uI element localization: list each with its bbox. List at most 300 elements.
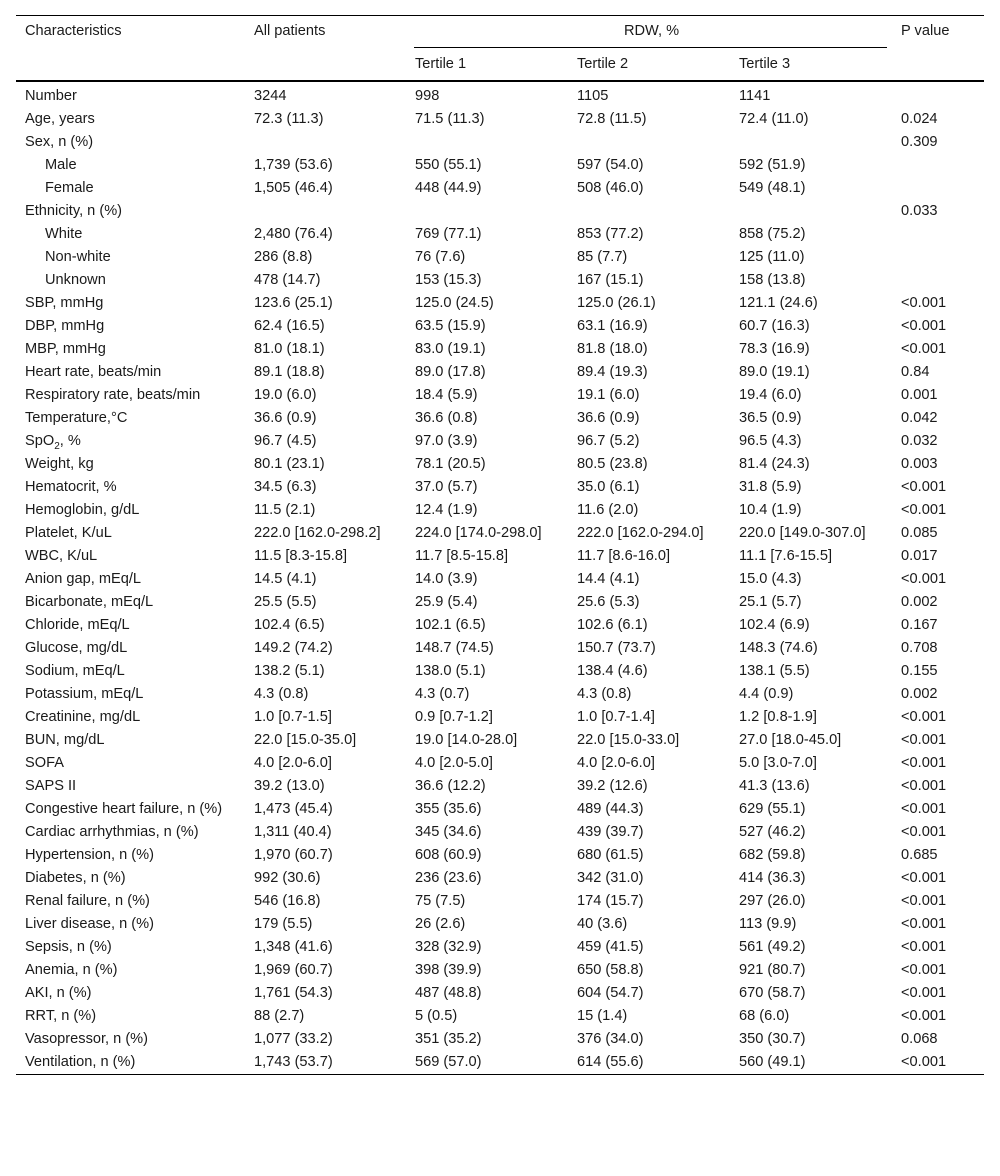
- cell-tertile-3: 78.3 (16.9): [739, 341, 810, 357]
- cell-tertile-1: 36.6 (12.2): [415, 778, 486, 794]
- row-label-text: Age, years: [25, 111, 95, 127]
- cell-tertile-3: 1.2 [0.8-1.9]: [739, 709, 817, 725]
- cell-tertile-3: 549 (48.1): [739, 180, 806, 196]
- table-row: [16, 844, 984, 867]
- cell-p-value: <0.001: [901, 778, 947, 794]
- row-label-text: Hemoglobin, g/dL: [25, 502, 140, 518]
- cell-tertile-3: 11.1 [7.6-15.5]: [739, 548, 833, 564]
- row-label-text: White: [45, 226, 83, 242]
- cell-tertile-2: 853 (77.2): [577, 226, 644, 242]
- table-row: [16, 568, 984, 591]
- header-tertile-1: Tertile 1: [415, 56, 467, 72]
- cell-all-patients: 22.0 [15.0-35.0]: [254, 732, 357, 748]
- row-label-text: DBP, mmHg: [25, 318, 105, 334]
- cell-p-value: <0.001: [901, 824, 947, 840]
- row-label-text: Female: [45, 180, 94, 196]
- cell-tertile-1: 448 (44.9): [415, 180, 482, 196]
- cell-all-patients: 1,311 (40.4): [254, 824, 332, 840]
- cell-p-value: <0.001: [901, 502, 947, 518]
- table-row: [16, 959, 984, 982]
- table-row: [16, 1028, 984, 1051]
- cell-all-patients: 25.5 (5.5): [254, 594, 317, 610]
- row-label-text: SOFA: [25, 755, 64, 771]
- row-label-text: Anion gap, mEq/L: [25, 571, 142, 587]
- row-label-text: Chloride, mEq/L: [25, 617, 130, 633]
- table-row: [16, 752, 984, 775]
- cell-tertile-2: 1.0 [0.7-1.4]: [577, 709, 655, 725]
- cell-p-value: <0.001: [901, 709, 947, 725]
- cell-tertile-2: 35.0 (6.1): [577, 479, 640, 495]
- cell-p-value: <0.001: [901, 893, 947, 909]
- baseline-characteristics-table: [16, 15, 984, 1075]
- cell-tertile-2: 39.2 (12.6): [577, 778, 648, 794]
- row-label-text: Number: [25, 88, 77, 104]
- cell-all-patients: 992 (30.6): [254, 870, 321, 886]
- cell-tertile-2: [568, 131, 730, 154]
- cell-tertile-1: 998: [415, 88, 440, 104]
- table-row: [16, 545, 984, 568]
- row-label: [16, 660, 245, 683]
- row-label: [16, 223, 245, 246]
- cell-tertile-3: [730, 131, 892, 154]
- table-row: [16, 821, 984, 844]
- cell-tertile-2: 650 (58.8): [577, 962, 644, 978]
- cell-tertile-2: 11.6 (2.0): [577, 502, 639, 518]
- table-row: [16, 223, 984, 246]
- cell-all-patients: 102.4 (6.5): [254, 617, 325, 633]
- row-label-text: Liver disease, n (%): [25, 916, 154, 932]
- cell-tertile-1: 89.0 (17.8): [415, 364, 486, 380]
- row-label-text: Diabetes, n (%): [25, 870, 126, 886]
- table-row: [16, 660, 984, 683]
- row-label: [16, 131, 245, 154]
- row-label: [16, 108, 245, 131]
- row-label-text: Sex, n (%): [25, 134, 94, 150]
- cell-tertile-3: 72.4 (11.0): [739, 111, 809, 127]
- cell-all-patients: 149.2 (74.2): [254, 640, 333, 656]
- cell-p-value: [892, 81, 984, 108]
- cell-tertile-3: 102.4 (6.9): [739, 617, 810, 633]
- row-label-text: MBP, mmHg: [25, 341, 106, 357]
- cell-p-value: <0.001: [901, 870, 947, 886]
- row-label: [16, 361, 245, 384]
- cell-tertile-2: [568, 200, 730, 223]
- cell-tertile-2: 25.6 (5.3): [577, 594, 640, 610]
- cell-tertile-2: 614 (55.6): [577, 1054, 644, 1070]
- cell-tertile-3: 41.3 (13.6): [739, 778, 810, 794]
- cell-tertile-2: 604 (54.7): [577, 985, 644, 1001]
- cell-tertile-2: 222.0 [162.0-294.0]: [577, 525, 704, 541]
- cell-tertile-2: 19.1 (6.0): [577, 387, 640, 403]
- cell-p-value: <0.001: [901, 755, 947, 771]
- cell-tertile-1: 83.0 (19.1): [415, 341, 486, 357]
- header-rdw-label: RDW, %: [623, 23, 680, 39]
- table-row: [16, 798, 984, 821]
- cell-tertile-3: 31.8 (5.9): [739, 479, 802, 495]
- cell-tertile-2: 63.1 (16.9): [577, 318, 648, 334]
- cell-tertile-3: 527 (46.2): [739, 824, 806, 840]
- cell-all-patients: 286 (8.8): [254, 249, 313, 265]
- cell-p-value: 0.001: [901, 387, 938, 403]
- row-label-text: Respiratory rate, beats/min: [25, 387, 201, 403]
- cell-all-patients: [245, 200, 406, 223]
- row-label: [16, 476, 245, 499]
- cell-all-patients: 62.4 (16.5): [254, 318, 325, 334]
- table-row: [16, 292, 984, 315]
- row-label: [16, 1028, 245, 1051]
- cell-all-patients: 3244: [254, 88, 287, 104]
- table-row: [16, 476, 984, 499]
- row-label: [16, 844, 245, 867]
- cell-tertile-3: 81.4 (24.3): [739, 456, 810, 472]
- table-row: [16, 1051, 984, 1075]
- row-label: [16, 959, 245, 982]
- row-label: [16, 499, 245, 522]
- cell-tertile-3: 25.1 (5.7): [739, 594, 802, 610]
- row-label-text: Hypertension, n (%): [25, 847, 154, 863]
- cell-p-value: 0.017: [901, 548, 938, 564]
- cell-tertile-3: 113 (9.9): [739, 916, 797, 932]
- row-label-text: Anemia, n (%): [25, 962, 118, 978]
- cell-tertile-3: 15.0 (4.3): [739, 571, 802, 587]
- cell-all-patients: 11.5 [8.3-15.8]: [254, 548, 348, 564]
- cell-tertile-3: 220.0 [149.0-307.0]: [739, 525, 866, 541]
- cell-all-patients: 14.5 (4.1): [254, 571, 317, 587]
- table-body: [16, 81, 984, 1075]
- cell-tertile-1: 569 (57.0): [415, 1054, 482, 1070]
- cell-p-value: 0.068: [901, 1031, 938, 1047]
- cell-tertile-2: 81.8 (18.0): [577, 341, 648, 357]
- header-all-patients: All patients: [254, 23, 326, 39]
- cell-all-patients: 96.7 (4.5): [254, 433, 317, 449]
- row-label: [16, 269, 245, 292]
- cell-tertile-3: 561 (49.2): [739, 939, 806, 955]
- table-row: [16, 430, 984, 453]
- row-label-text: RRT, n (%): [25, 1008, 97, 1024]
- cell-p-value: 0.84: [901, 364, 930, 380]
- cell-p-value: [892, 246, 984, 269]
- cell-tertile-3: 5.0 [3.0-7.0]: [739, 755, 817, 771]
- cell-p-value: <0.001: [901, 962, 947, 978]
- cell-tertile-2: 4.0 [2.0-6.0]: [577, 755, 655, 771]
- table-row: [16, 729, 984, 752]
- header-tertile-3: Tertile 3: [739, 56, 791, 72]
- row-label: [16, 292, 245, 315]
- cell-p-value: 0.167: [901, 617, 938, 633]
- cell-tertile-1: 153 (15.3): [415, 272, 482, 288]
- row-label: [16, 729, 245, 752]
- cell-tertile-2: 102.6 (6.1): [577, 617, 648, 633]
- row-label: [16, 522, 245, 545]
- cell-tertile-3: 60.7 (16.3): [739, 318, 810, 334]
- row-label: [16, 591, 245, 614]
- cell-tertile-2: 597 (54.0): [577, 157, 644, 173]
- cell-tertile-1: 71.5 (11.3): [415, 111, 485, 127]
- row-label-text: AKI, n (%): [25, 985, 92, 1001]
- row-label: [16, 177, 245, 200]
- row-label-text: Cardiac arrhythmias, n (%): [25, 824, 199, 840]
- cell-tertile-2: 72.8 (11.5): [577, 111, 647, 127]
- cell-tertile-2: 342 (31.0): [577, 870, 644, 886]
- cell-all-patients: 1.0 [0.7-1.5]: [254, 709, 332, 725]
- header-tertile-2: Tertile 2: [577, 56, 629, 72]
- row-label: [16, 637, 245, 660]
- cell-tertile-2: 85 (7.7): [577, 249, 628, 265]
- cell-tertile-3: 1141: [739, 88, 771, 104]
- cell-tertile-1: 125.0 (24.5): [415, 295, 494, 311]
- cell-tertile-2: 15 (1.4): [577, 1008, 628, 1024]
- row-label: [16, 384, 245, 407]
- row-label-text: Glucose, mg/dL: [25, 640, 128, 656]
- cell-all-patients: 2,480 (76.4): [254, 226, 333, 242]
- row-label-text: WBC, K/uL: [25, 548, 98, 564]
- table-row: [16, 269, 984, 292]
- cell-tertile-2: 150.7 (73.7): [577, 640, 656, 656]
- cell-tertile-1: 36.6 (0.8): [415, 410, 478, 426]
- cell-tertile-2: 80.5 (23.8): [577, 456, 648, 472]
- cell-tertile-2: 22.0 [15.0-33.0]: [577, 732, 680, 748]
- cell-p-value: 0.685: [901, 847, 938, 863]
- row-label: [16, 1005, 245, 1028]
- cell-tertile-2: 167 (15.1): [577, 272, 644, 288]
- cell-all-patients: 1,970 (60.7): [254, 847, 333, 863]
- table-row: [16, 338, 984, 361]
- cell-tertile-2: 4.3 (0.8): [577, 686, 632, 702]
- row-label-text: Potassium, mEq/L: [25, 686, 144, 702]
- cell-all-patients: 81.0 (18.1): [254, 341, 325, 357]
- cell-tertile-2: 459 (41.5): [577, 939, 644, 955]
- cell-all-patients: 89.1 (18.8): [254, 364, 325, 380]
- row-label-suffix: , %: [59, 433, 81, 449]
- cell-tertile-1: 26 (2.6): [415, 916, 466, 932]
- row-label: [16, 200, 245, 223]
- cell-all-patients: 1,743 (53.7): [254, 1054, 333, 1070]
- cell-all-patients: 72.3 (11.3): [254, 111, 324, 127]
- table-row: [16, 775, 984, 798]
- cell-all-patients: 138.2 (5.1): [254, 663, 325, 679]
- table-row: [16, 982, 984, 1005]
- table-row: [16, 384, 984, 407]
- cell-p-value: <0.001: [901, 1054, 947, 1070]
- row-label-text: Creatinine, mg/dL: [25, 709, 141, 725]
- cell-tertile-1: 78.1 (20.5): [415, 456, 486, 472]
- table-row: [16, 108, 984, 131]
- cell-all-patients: 123.6 (25.1): [254, 295, 333, 311]
- cell-all-patients: 546 (16.8): [254, 893, 321, 909]
- row-label: [16, 982, 245, 1005]
- cell-all-patients: 80.1 (23.1): [254, 456, 325, 472]
- cell-tertile-1: 12.4 (1.9): [415, 502, 478, 518]
- table-row: [16, 407, 984, 430]
- row-label-text: Vasopressor, n (%): [25, 1031, 149, 1047]
- header-characteristics: Characteristics: [25, 23, 122, 39]
- row-label-text: Ventilation, n (%): [25, 1054, 136, 1070]
- table-row: [16, 522, 984, 545]
- row-label: [16, 936, 245, 959]
- row-label: [16, 1051, 245, 1075]
- table-row: [16, 936, 984, 959]
- row-label-text: Platelet, K/uL: [25, 525, 112, 541]
- cell-tertile-3: 670 (58.7): [739, 985, 806, 1001]
- cell-tertile-3: 921 (80.7): [739, 962, 806, 978]
- cell-tertile-1: 328 (32.9): [415, 939, 482, 955]
- table-row: [16, 706, 984, 729]
- cell-tertile-3: 858 (75.2): [739, 226, 806, 242]
- cell-all-patients: 11.5 (2.1): [254, 502, 316, 518]
- cell-tertile-2: 36.6 (0.9): [577, 410, 640, 426]
- cell-tertile-1: 608 (60.9): [415, 847, 482, 863]
- cell-tertile-2: 89.4 (19.3): [577, 364, 648, 380]
- row-label-text: Temperature,°C: [25, 410, 128, 426]
- cell-tertile-1: 550 (55.1): [415, 157, 482, 173]
- cell-tertile-2: 138.4 (4.6): [577, 663, 648, 679]
- cell-tertile-3: 682 (59.8): [739, 847, 806, 863]
- cell-p-value: 0.024: [901, 111, 938, 127]
- cell-tertile-2: 40 (3.6): [577, 916, 628, 932]
- row-label: [16, 81, 245, 108]
- cell-all-patients: 478 (14.7): [254, 272, 321, 288]
- row-label-text: Sodium, mEq/L: [25, 663, 125, 679]
- cell-tertile-1: 18.4 (5.9): [415, 387, 478, 403]
- row-label: [16, 913, 245, 936]
- cell-tertile-2: 174 (15.7): [577, 893, 644, 909]
- cell-tertile-2: 489 (44.3): [577, 801, 644, 817]
- cell-tertile-1: 76 (7.6): [415, 249, 466, 265]
- cell-tertile-2: 680 (61.5): [577, 847, 644, 863]
- cell-tertile-3: 297 (26.0): [739, 893, 806, 909]
- row-label-text: Congestive heart failure, n (%): [25, 801, 223, 817]
- cell-all-patients: 36.6 (0.9): [254, 410, 317, 426]
- cell-all-patients: 4.3 (0.8): [254, 686, 309, 702]
- cell-p-value: <0.001: [901, 939, 947, 955]
- cell-tertile-1: 11.7 [8.5-15.8]: [415, 548, 509, 564]
- cell-tertile-3: 350 (30.7): [739, 1031, 806, 1047]
- row-label-text: Male: [45, 157, 77, 173]
- cell-tertile-2: 96.7 (5.2): [577, 433, 640, 449]
- table-row: [16, 614, 984, 637]
- cell-tertile-3: 68 (6.0): [739, 1008, 790, 1024]
- row-label: [16, 683, 245, 706]
- cell-p-value: [892, 223, 984, 246]
- row-label-text: SpO: [25, 433, 55, 449]
- cell-tertile-1: 351 (35.2): [415, 1031, 482, 1047]
- cell-tertile-2: 11.7 [8.6-16.0]: [577, 548, 671, 564]
- cell-tertile-1: 14.0 (3.9): [415, 571, 478, 587]
- cell-p-value: <0.001: [901, 571, 947, 587]
- cell-tertile-1: 75 (7.5): [415, 893, 466, 909]
- row-label: [16, 706, 245, 729]
- cell-tertile-1: [406, 131, 568, 154]
- row-label-text: Unknown: [45, 272, 106, 288]
- row-label: [16, 614, 245, 637]
- table-row: [16, 154, 984, 177]
- row-label-text: Renal failure, n (%): [25, 893, 150, 909]
- row-label: [16, 545, 245, 568]
- cell-p-value: 0.002: [901, 594, 938, 610]
- table-row: [16, 131, 984, 154]
- cell-tertile-3: [730, 200, 892, 223]
- table-row: [16, 499, 984, 522]
- cell-all-patients: 4.0 [2.0-6.0]: [254, 755, 332, 771]
- header-row-1: [16, 16, 984, 49]
- table-row: [16, 81, 984, 108]
- cell-p-value: 0.155: [901, 663, 938, 679]
- cell-tertile-3: 36.5 (0.9): [739, 410, 802, 426]
- table-row: [16, 177, 984, 200]
- cell-all-patients: 1,348 (41.6): [254, 939, 333, 955]
- cell-tertile-2: 376 (34.0): [577, 1031, 644, 1047]
- cell-p-value: <0.001: [901, 732, 947, 748]
- cell-p-value: <0.001: [901, 801, 947, 817]
- cell-p-value: <0.001: [901, 295, 947, 311]
- cell-tertile-3: 414 (36.3): [739, 870, 806, 886]
- table-row: [16, 637, 984, 660]
- cell-all-patients: 1,739 (53.6): [254, 157, 333, 173]
- cell-p-value: 0.032: [901, 433, 938, 449]
- row-label-text: Heart rate, beats/min: [25, 364, 162, 380]
- header-rdw-rule: [414, 47, 887, 48]
- cell-p-value: 0.033: [901, 203, 938, 219]
- table-row: [16, 246, 984, 269]
- cell-all-patients: 1,473 (45.4): [254, 801, 333, 817]
- cell-all-patients: 1,505 (46.4): [254, 180, 333, 196]
- cell-tertile-1: 19.0 [14.0-28.0]: [415, 732, 518, 748]
- cell-all-patients: 222.0 [162.0-298.2]: [254, 525, 381, 541]
- cell-tertile-3: 138.1 (5.5): [739, 663, 810, 679]
- cell-tertile-1: 25.9 (5.4): [415, 594, 478, 610]
- cell-p-value: 0.002: [901, 686, 938, 702]
- header-rdw-group: [406, 16, 892, 49]
- cell-tertile-3: 96.5 (4.3): [739, 433, 802, 449]
- row-label: [16, 315, 245, 338]
- table-row: [16, 913, 984, 936]
- cell-tertile-1: 398 (39.9): [415, 962, 482, 978]
- row-label: [16, 430, 245, 453]
- cell-p-value: <0.001: [901, 916, 947, 932]
- table-row: [16, 361, 984, 384]
- cell-all-patients: 39.2 (13.0): [254, 778, 325, 794]
- cell-tertile-1: 236 (23.6): [415, 870, 482, 886]
- cell-tertile-1: 5 (0.5): [415, 1008, 458, 1024]
- cell-tertile-3: 10.4 (1.9): [739, 502, 802, 518]
- cell-all-patients: 1,077 (33.2): [254, 1031, 333, 1047]
- row-label: [16, 568, 245, 591]
- cell-tertile-3: 560 (49.1): [739, 1054, 806, 1070]
- cell-tertile-2: 508 (46.0): [577, 180, 644, 196]
- cell-tertile-3: 121.1 (24.6): [739, 295, 818, 311]
- cell-tertile-1: 4.0 [2.0-5.0]: [415, 755, 493, 771]
- cell-tertile-3: 27.0 [18.0-45.0]: [739, 732, 842, 748]
- cell-tertile-2: 14.4 (4.1): [577, 571, 640, 587]
- cell-p-value: 0.042: [901, 410, 938, 426]
- row-label-text: BUN, mg/dL: [25, 732, 105, 748]
- cell-tertile-1: 355 (35.6): [415, 801, 482, 817]
- row-label: [16, 752, 245, 775]
- cell-tertile-1: [406, 200, 568, 223]
- table-row: [16, 867, 984, 890]
- cell-tertile-3: 158 (13.8): [739, 272, 806, 288]
- cell-tertile-1: 63.5 (15.9): [415, 318, 486, 334]
- cell-tertile-1: 224.0 [174.0-298.0]: [415, 525, 542, 541]
- row-label: [16, 890, 245, 913]
- row-label: [16, 775, 245, 798]
- cell-all-patients: 1,969 (60.7): [254, 962, 333, 978]
- row-label: [16, 453, 245, 476]
- header-p-value: P value: [901, 23, 950, 39]
- table-row: [16, 683, 984, 706]
- row-label: [16, 867, 245, 890]
- cell-p-value: 0.003: [901, 456, 938, 472]
